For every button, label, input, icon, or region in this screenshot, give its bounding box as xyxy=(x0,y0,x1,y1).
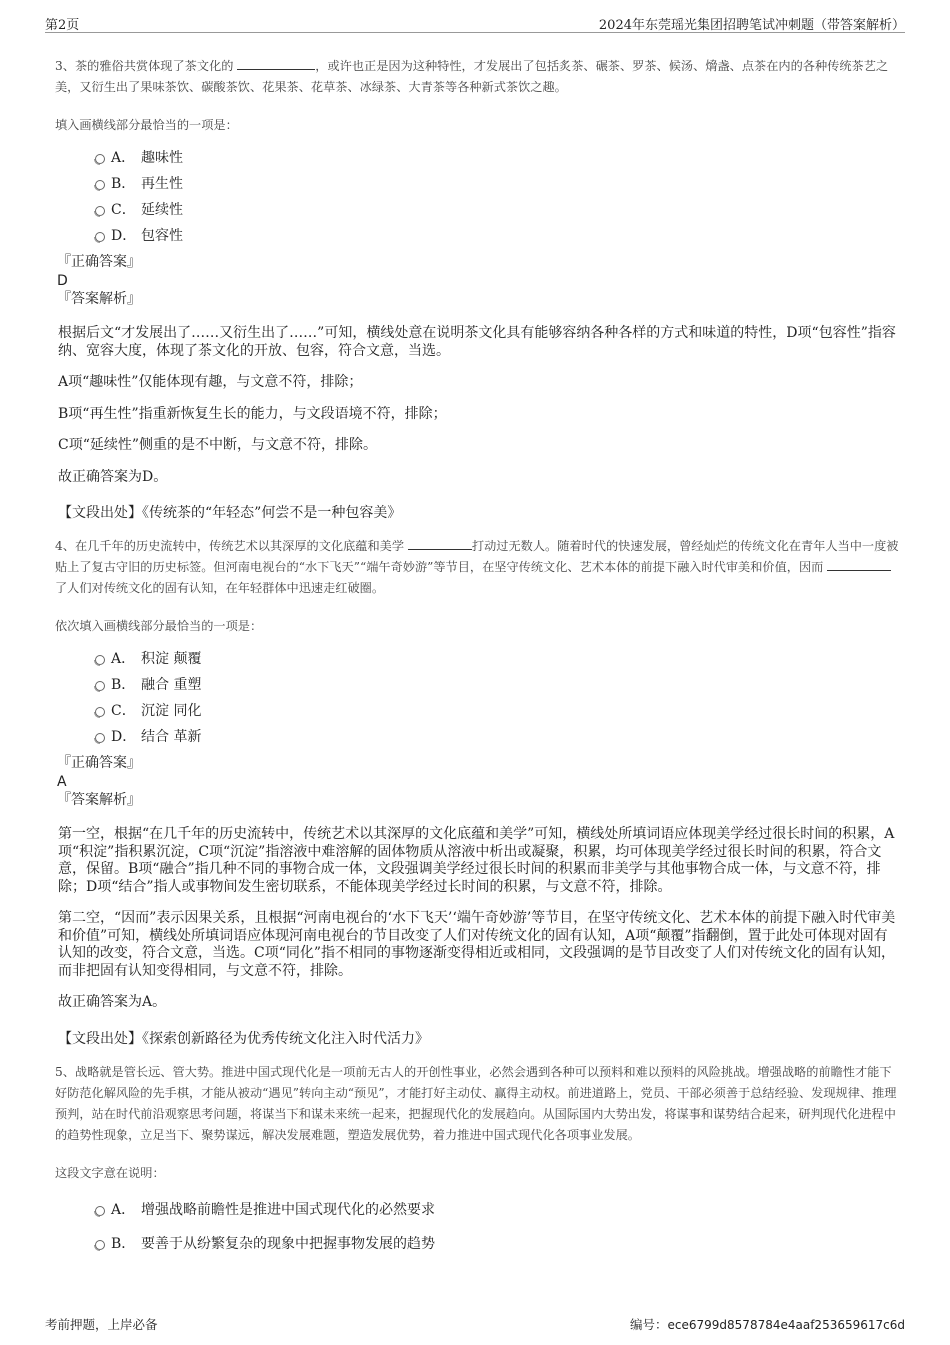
explanation: 第二空，“因而”表示因果关系，且根据“河南电视台的‘水下飞天’‘端午奇妙游’等节目，在坚守传统文化、艺术本体的前提下融入时代审美和价值”可知，横线处所填词语应体现河南电视台的节目改变了人们对传统文化的固有认知，A项“颠覆”指翻倒，置于此处可体现对固有认知的改变，符合文意，当选。C项“同化”指不相同的事物逐渐变得相近或相同，文段强调的是节目改变了人们对传统文化的固有认知，而非把固有认知变得相同，与文意不符，排除。 xyxy=(58,910,896,979)
radio-icon[interactable] xyxy=(95,206,105,216)
analysis-label: 『答案解析』 xyxy=(57,291,141,307)
radio-icon[interactable] xyxy=(95,232,105,242)
radio-icon[interactable] xyxy=(95,1206,105,1216)
question-4-stem xyxy=(55,536,900,599)
radio-icon[interactable] xyxy=(95,733,105,743)
question-5-stem: 5、战略就是管长远、管大势。推进中国式现代化是一项前无古人的开创性事业，必然会遇到各种可以预料和难以预料的风险挑战。增强战略的前瞻性才能下好防范化解风险的先手棋，才能从被动“遇见”转向主动“预见”，才能打好主动仗、赢得主动权。前进道路上，党员、干部必须善于总结经验、发现规律、推理预判，站在时代前沿观察思考问题，将谋当下和谋未来统一起来，把握现代化的发展趋向。从国际国内大势出发，将谋事和谋势结合起来，研判现代化进程中的趋势性现象，立足当下、聚势谋远，解决发展难题，塑造发展优势，着力推进中国式现代化各项事业发展。 xyxy=(55,1064,897,1142)
radio-icon[interactable] xyxy=(95,1240,105,1250)
question-3-text-a: 3、茶的雅俗共赏体现了茶文化的 xyxy=(55,59,238,73)
radio-icon[interactable] xyxy=(95,180,105,190)
explanation: 根据后文“才发展出了……又衍生出了……”可知，横线处意在说明茶文化具有能够容纳各种各样的方式和味道的特性，D项“包容性”指容纳、宽容大度，体现了茶文化的开放、包容，符合文意，当选。 xyxy=(58,325,896,359)
question-4-text-a: 4、在几千年的历史流转中，传统艺术以其深厚的文化底蕴和美学 xyxy=(55,539,408,553)
option-b[interactable]: B． 融合 重塑 xyxy=(95,672,900,698)
page-number: 第2页 xyxy=(45,18,80,33)
option-a[interactable]: A． 趣味性 xyxy=(95,145,900,171)
question-4-options xyxy=(95,646,900,750)
question-3-prompt: 填入画横线部分最恰当的一项是： xyxy=(55,118,238,132)
correct-answer-label: 『正确答案』 xyxy=(57,254,141,270)
radio-icon[interactable] xyxy=(95,655,105,665)
option-d[interactable]: D． 结合 革新 xyxy=(95,724,900,750)
explanation: 故正确答案为A。 xyxy=(58,994,167,1010)
footer-id: 编号：ece6799d8578784e4aaf253659617c6d xyxy=(630,1317,905,1332)
source-citation: 【文段出处】《探索创新路径为优秀传统文化注入时代活力》 xyxy=(58,1030,429,1047)
question-4-text-b: 打动过无数人。随着时代的快速发展，曾经灿烂的传统文化在青年人当中一度被贴上了复古守旧的历史标签。但河南电视台的“水下飞天”“端午奇妙游”等节目，在坚守传统文化、艺术本体的前提下融入时代审美和价值，因而 xyxy=(55,539,899,574)
correct-answer: A xyxy=(57,774,67,790)
document-content xyxy=(55,56,900,1261)
answer-blank xyxy=(408,537,472,550)
page-header xyxy=(45,10,905,33)
radio-icon[interactable] xyxy=(95,681,105,691)
explanation: 第一空，根据“在几千年的历史流转中，传统艺术以其深厚的文化底蕴和美学”可知，横线处所填词语应体现美学经过很长时间的积累，A项“积淀”指积累沉淀，C项“沉淀”指溶液中难溶解的固体物质从溶液中析出或凝聚，积累，均可体现美学经过很长时间的积累，符合文意，保留。B项“融合”指几种不同的事物合成一体，文段强调美学经过很长时间的积累而非美学与其他事物合成一体，与文意不符，排除；D项“结合”指人或事物间发生密切联系，不能体现美学经过长时间的积累，与文意不符，排除。 xyxy=(58,826,895,895)
question-4-text-c: 了人们对传统文化的固有认知，在年轻群体中迅速走红破圈。 xyxy=(55,581,385,595)
option-b[interactable]: B． 要善于从纷繁复杂的现象中把握事物发展的趋势 xyxy=(95,1227,900,1261)
radio-icon[interactable] xyxy=(95,154,105,164)
option-c[interactable]: C． 延续性 xyxy=(95,197,900,223)
explanation: C项“延续性”侧重的是不中断，与文意不符，排除。 xyxy=(58,437,378,453)
option-a[interactable]: A． 积淀 颠覆 xyxy=(95,646,900,672)
correct-answer: D xyxy=(57,273,68,289)
explanation: 故正确答案为D。 xyxy=(58,468,168,485)
option-a[interactable]: A． 增强战略前瞻性是推进中国式现代化的必然要求 xyxy=(95,1193,900,1227)
option-b[interactable]: B． 再生性 xyxy=(95,171,900,197)
question-3-options xyxy=(95,145,900,249)
source-citation: 【文段出处】《传统茶的“年轻态”何尝不是一种包容美》 xyxy=(58,505,402,521)
question-5-options xyxy=(95,1193,900,1261)
question-3-stem xyxy=(55,56,900,98)
question-3-text-b: ，或许也正是因为这种特性，才发展出了包括炙茶、碾茶、罗茶、候汤、熁盏、点茶在内的各种传统茶艺之美，又衍生出了果味茶饮、碳酸茶饮、花果茶、花草茶、冰绿茶、大青茶等各种新式茶饮之趣。 xyxy=(55,59,889,94)
radio-icon[interactable] xyxy=(95,707,105,717)
explanation: A项“趣味性”仅能体现有趣，与文意不符，排除； xyxy=(58,374,363,390)
answer-blank xyxy=(237,57,315,70)
document-title: 2024年东莞瑶光集团招聘笔试冲刺题（带答案解析） xyxy=(598,18,905,33)
footer-slogan: 考前押题，上岸必备 xyxy=(45,1317,158,1332)
question-5-prompt: 这段文字意在说明： xyxy=(55,1165,165,1180)
question-4-prompt: 依次填入画横线部分最恰当的一项是： xyxy=(55,619,263,633)
option-d[interactable]: D． 包容性 xyxy=(95,223,900,249)
analysis-label: 『答案解析』 xyxy=(57,792,141,808)
correct-answer-label: 『正确答案』 xyxy=(57,755,141,771)
explanation: B项“再生性”指重新恢复生长的能力，与文段语境不符，排除； xyxy=(58,405,447,422)
option-c[interactable]: C． 沉淀 同化 xyxy=(95,698,900,724)
answer-blank xyxy=(827,558,891,571)
